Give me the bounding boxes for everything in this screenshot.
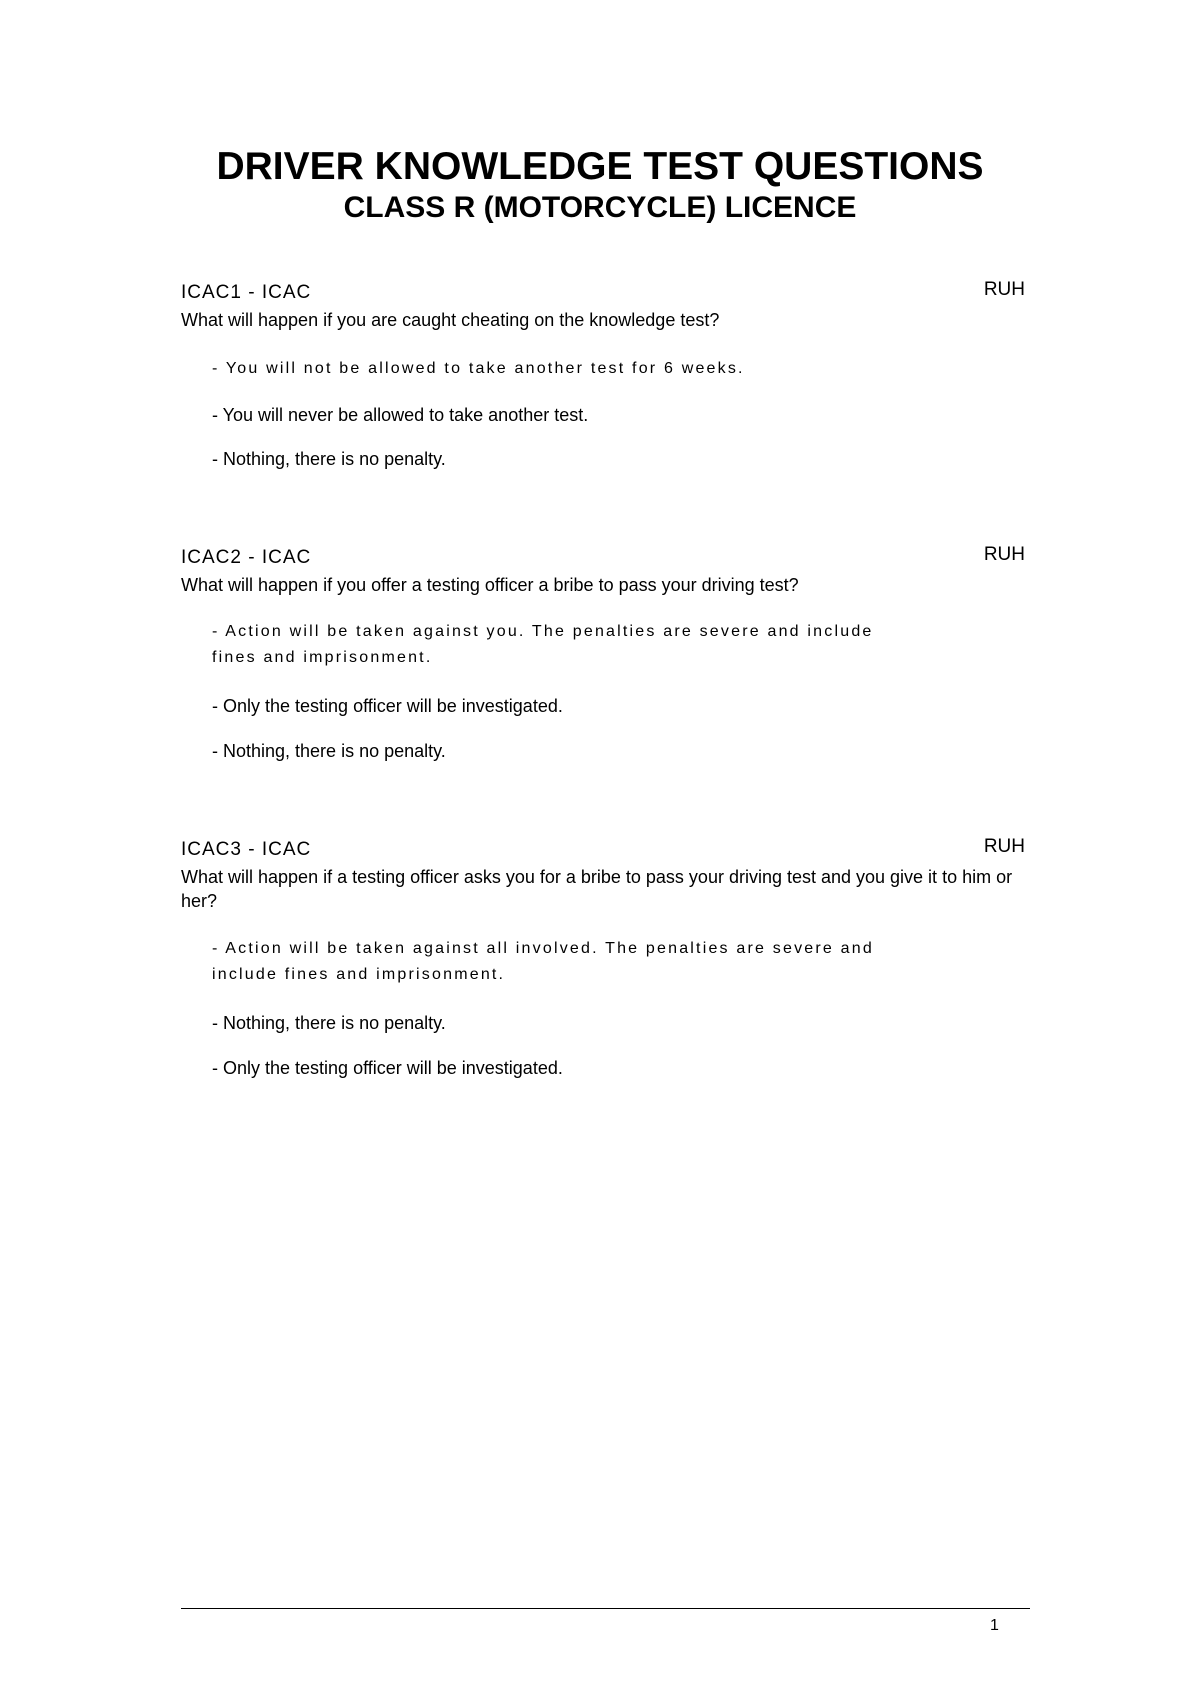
document-title: DRIVER KNOWLEDGE TEST QUESTIONS: [216, 145, 984, 188]
answer-option: - Nothing, there is no penalty.: [212, 741, 446, 761]
footer-divider: [181, 1608, 1030, 1609]
answer-option: - Only the testing officer will be investigated.: [212, 1058, 563, 1078]
answer-option: - Nothing, there is no penalty.: [212, 449, 446, 469]
answer-option: - Nothing, there is no penalty.: [212, 1013, 446, 1033]
question-header: [181, 280, 1025, 308]
question-code: ICAC3 - ICAC: [181, 839, 312, 860]
question-code: ICAC1 - ICAC: [181, 282, 312, 303]
question-text: What will happen if a testing officer asks you for a bribe to pass your driving test and you give it to him or her?: [181, 867, 1013, 911]
question-block: [181, 279, 1025, 469]
question-code: ICAC2 - ICAC: [181, 547, 312, 568]
answer-option: - Action will be taken against all involved. The penalties are severe and include fines and imprisonment.: [212, 940, 874, 983]
question-header: [181, 545, 1025, 573]
question-text: What will happen if you offer a testing officer a bribe to pass your driving test?: [181, 575, 799, 595]
answer-option: - You will never be allowed to take another test.: [212, 405, 589, 425]
licence-class-code: RUH: [983, 544, 1025, 565]
answer-option: - Action will be taken against you. The penalties are severe and include fines and imprisonment.: [212, 623, 874, 666]
page-number: 1: [990, 1617, 999, 1634]
answer-option: - Only the testing officer will be investigated.: [212, 696, 563, 716]
licence-class-code: RUH: [983, 836, 1025, 857]
question-block: [181, 836, 1025, 1078]
licence-class-code: RUH: [983, 279, 1025, 300]
document-subtitle: CLASS R (MOTORCYCLE) LICENCE: [343, 191, 857, 224]
question-block: [181, 544, 1025, 761]
question-header: [181, 837, 1025, 865]
answer-option: - You will not be allowed to take another test for 6 weeks.: [212, 360, 745, 377]
question-text: What will happen if you are caught cheating on the knowledge test?: [181, 310, 720, 330]
